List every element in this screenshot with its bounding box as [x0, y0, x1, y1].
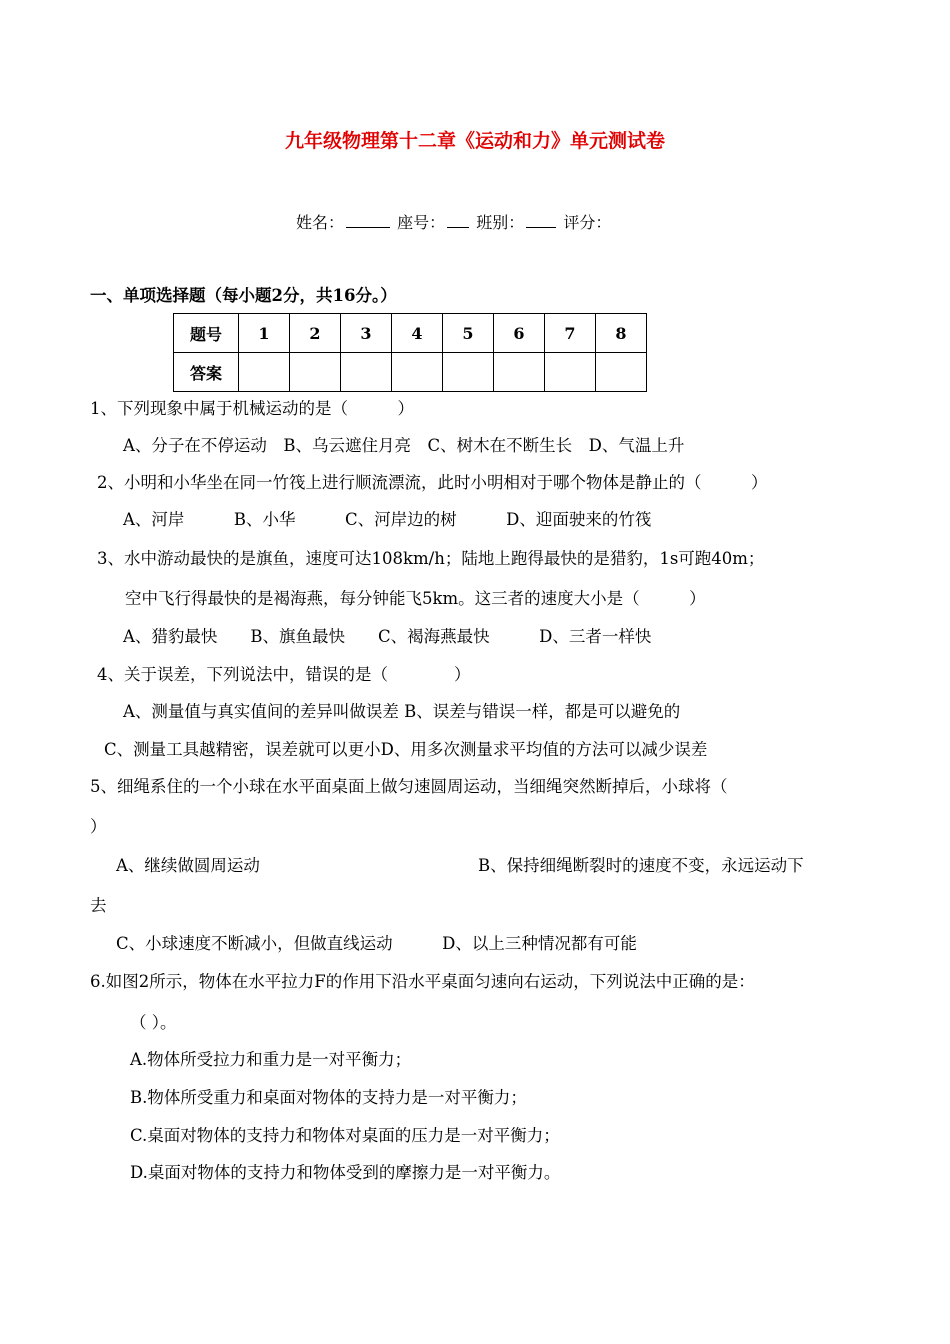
name-blank	[346, 212, 390, 228]
answer-cell[interactable]	[545, 353, 596, 392]
q5-option-b-cont: 去	[90, 896, 107, 915]
answer-cell[interactable]	[494, 353, 545, 392]
question-3: 3、水中游动最快的是旗鱼，速度可达108km/h；陆地上跑得最快的是猎豹，1s可跑40m；	[97, 549, 765, 568]
answer-cell[interactable]	[341, 353, 392, 392]
seat-blank	[447, 212, 469, 228]
answer-cell[interactable]	[239, 353, 290, 392]
number-cell: 7	[545, 314, 596, 353]
q5-options-cd: C、小球速度不断减小，但做直线运动 D、以上三种情况都有可能	[116, 934, 637, 953]
q6-option-c: C.桌面对物体的支持力和物体对桌面的压力是一对平衡力；	[130, 1126, 560, 1145]
question-5-cont: ）	[90, 817, 107, 836]
question-1: 1、下列现象中属于机械运动的是（ ）	[90, 399, 414, 418]
header-cell: 题号	[174, 314, 239, 353]
student-info-line	[296, 210, 611, 233]
section-heading: 一、单项选择题（每小题2分，共16分。）	[90, 286, 397, 305]
question-6: 6.如图2所示，物体在水平拉力F的作用下沿水平桌面匀速向右运动，下列说法中正确的是：	[90, 972, 755, 991]
page-title: 九年级物理第十二章《运动和力》单元测试卷	[284, 130, 665, 152]
number-cell: 3	[341, 314, 392, 353]
number-cell: 8	[596, 314, 647, 353]
answer-cell[interactable]	[392, 353, 443, 392]
seat-label: 座号：	[397, 213, 446, 232]
number-cell: 1	[239, 314, 290, 353]
answer-cell[interactable]	[596, 353, 647, 392]
q2-options: A、河岸 B、小华 C、河岸边的树 D、迎面驶来的竹筏	[123, 510, 652, 529]
number-cell: 4	[392, 314, 443, 353]
table-row	[174, 353, 647, 392]
question-3-cont: 空中飞行得最快的是褐海燕，每分钟能飞5km。这三者的速度大小是（ ）	[125, 589, 706, 608]
name-label: 姓名：	[296, 213, 345, 232]
class-label: 班别：	[476, 213, 525, 232]
q6-option-d: D.桌面对物体的支持力和物体受到的摩擦力是一对平衡力。	[130, 1163, 561, 1182]
answer-table	[173, 313, 647, 392]
table-row	[174, 314, 647, 353]
q3-options: A、猎豹最快 B、旗鱼最快 C、褐海燕最快 D、三者一样快	[123, 627, 652, 646]
answer-cell[interactable]	[290, 353, 341, 392]
class-blank	[526, 212, 556, 228]
question-6-cont: （ ）。	[130, 1013, 177, 1032]
q6-option-b: B.物体所受重力和桌面对物体的支持力是一对平衡力；	[130, 1088, 527, 1107]
q5-option-a: A、继续做圆周运动	[116, 856, 260, 875]
q5-option-b: B、保持细绳断裂时的速度不变，永远运动下	[478, 856, 804, 875]
q1-options: A、分子在不停运动 B、乌云遮住月亮 C、树木在不断生长 D、气温上升	[123, 436, 685, 455]
number-cell: 5	[443, 314, 494, 353]
number-cell: 2	[290, 314, 341, 353]
score-label: 评分：	[563, 213, 612, 232]
question-4: 4、关于误差，下列说法中，错误的是（ ）	[97, 665, 471, 684]
q4-options-ab: A、测量值与真实值间的差异叫做误差 B、误差与错误一样，都是可以避免的	[123, 702, 681, 721]
q4-options-cd: C、测量工具越精密，误差就可以更小D、用多次测量求平均值的方法可以减少误差	[104, 740, 708, 759]
q6-option-a: A.物体所受拉力和重力是一对平衡力；	[130, 1050, 412, 1069]
answer-cell[interactable]	[443, 353, 494, 392]
number-cell: 6	[494, 314, 545, 353]
question-5: 5、细绳系住的一个小球在水平面桌面上做匀速圆周运动，当细绳突然断掉后，小球将（	[90, 777, 728, 796]
question-2: 2、小明和小华坐在同一竹筏上进行顺流漂流，此时小明相对于哪个物体是静止的（ ）	[97, 473, 768, 492]
answer-label-cell: 答案	[174, 353, 239, 392]
